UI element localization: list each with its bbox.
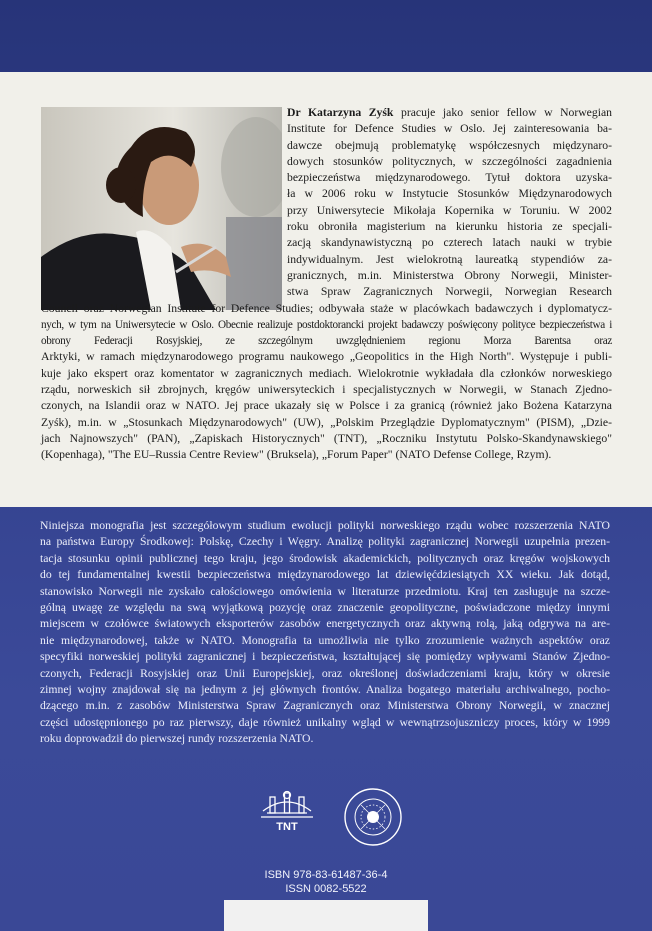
- bio-line: (Kopenhaga), "The EU–Russia Centre Review" (Bruksela), „Forum Paper" (NATO Defense College, Rzym).: [41, 448, 552, 462]
- bio-line: bezpieczeństwa międzynarodowego. Tytuł doktora uzyska-: [287, 171, 612, 185]
- bio-line: stwa Spraw Zagranicznych Norwegii, Norwegian Research: [287, 285, 612, 299]
- description-line: czonych, Federacji Rosyjskiej oraz Unii Europejskiej, oraz określonej doświadczeniami kraju, który w okresie: [40, 666, 610, 680]
- bio-line: ła w 2006 roku w Instytucie Stosunków Międzynarodowych: [287, 187, 612, 201]
- description-line: tacja stosunku opinii publicznej tego kraju, jego środowisk akademickich, politycznych oraz kręgów wojskowych: [40, 551, 610, 565]
- bio-line: dowych stosunków politycznych, w szczególności zagadnienia: [287, 154, 612, 168]
- barcode: [224, 900, 428, 931]
- bio-line: indywidualnym. Jest wielokrotną laureatką stypendiów za-: [287, 252, 612, 266]
- tnt-logo-text: TNT: [276, 821, 298, 833]
- bio-line: granicznych, m.in. Ministerstwa Obrony Norwegii, Minister-: [287, 268, 612, 282]
- bio-line: Arktyki, w ramach międzynarodowego programu naukowego „Geopolitics in the High North". Występuje i publi-: [41, 350, 612, 364]
- isbn-number: ISBN 978-83-61487-36-4: [264, 869, 388, 881]
- author-bio: [41, 105, 612, 464]
- description-line: do tej fundamentalnej kwestii bezpieczeństwa międzynarodowego lat dziewięćdziesiątych XX wieku. Jak dotąd,: [40, 568, 610, 582]
- bio-line: roku obroniła magisterium na kierunku historia ze specjali-: [287, 220, 612, 234]
- description-line: dzącego m.in. z zasobów Ministerstwa Spraw Zagranicznych oraz Ministerstwa Obrony Norwegii, w znacznej: [40, 699, 610, 713]
- bio-line: dawcze obejmują problematykę współczesnych międzynaro-: [287, 138, 612, 152]
- description-line: Niniejsza monografia jest szczegółowym studium ewolucji polityki norweskiego rządu wobec rozszerzenia NATO: [40, 519, 610, 532]
- bio-line: rządu, norweskich sił zbrojnych, kręgów uniwersyteckich i specjalistycznych w Norwegii, w Stanach Zjedno-: [41, 383, 612, 397]
- description-line: gólną uwagę ze względu na swą wyjątkową pozycję oraz znaczenie geopolityczne, poświadczone między innymi: [40, 601, 610, 615]
- description-line: części udostępnionego po raz pierwszy, daje również unikalny wgląd w wewnątrzsojuszniczy proces, który w 1999: [40, 715, 610, 729]
- description-line: nie międzynarodowej, także w NATO. Monografia ta umożliwia nie tylko zrozumienie ważnych aspektów oraz: [40, 633, 610, 647]
- umk-seal: [345, 789, 401, 845]
- bio-line: jach Najnowszych" (PAN), „Zapiskach Historycznych" (TNT), „Roczniku Instytutu Polsko-Skandynawskiego": [41, 431, 612, 445]
- book-description: [40, 518, 610, 748]
- bio-line: Council oraz Norwegian Institute for Defence Studies; odbywała staże w placówkach badawczych i dyplomatycz-: [41, 301, 612, 315]
- description-line: zimnej wojny znajdował się na jednym z jej głównych frontów. Analiza bogatego materiału archiwalnego, pocho-: [40, 683, 610, 697]
- description-line: miejscem w czołówce światowych eksporterów zasobów energetycznych oraz aktywną rolą, jaką odgrywa na are-: [40, 617, 610, 631]
- description-line: specyfiki norweskiej polityki zagranicznej i bezpieczeństwa, kształtującej się pomiędzy wpływami Stanów Zjedno-: [40, 650, 610, 664]
- bio-line: Zyśk), m.in. w „Stosunkach Międzynarodowych" (UW), „Polskim Przeglądzie Dyplomatycznym" (PISM), „Dzie-: [41, 415, 612, 429]
- description-line: na państwa Europy Środkowej: Polskę, Czechy i Węgry. Analizę polityki zagranicznej Norwegii uzupełnia prezen-: [40, 535, 610, 549]
- bio-line: czonych, na Islandii oraz w NATO. Jej prace ukazały się w Polsce i za granicą (również jako Bożena Katarzyna: [41, 399, 612, 413]
- bio-line: kuje jako ekspert oraz komentator w zagranicznych mediach. Wielokrotnie wykładała dla członków norweskiego: [41, 366, 612, 380]
- bio-first-line: Dr Katarzyna Zyśk pracuje jako senior fellow w Norwegian: [287, 106, 612, 119]
- author-name: Dr Katarzyna Zyśk: [287, 106, 394, 119]
- bio-line: nych, w tym na Uniwersytecie w Oslo. Obecnie realizuje postdoktorancki projekt badawczy poświęcony polityce bezpieczeństwa i obrony Federacji Rosyjskiej, ze szczególnym uwzględnieniem regionu Morza Barentsa oraz: [41, 318, 612, 348]
- publisher-logos: [255, 787, 415, 857]
- description-line: stanowisko Norwegii nie zyskało całościowego omówienia w literaturze przedmiotu. Kraj ten zasługuje na szcze-: [40, 584, 610, 598]
- issn-number: ISSN 0082-5522: [285, 883, 367, 895]
- bio-line: Institute for Defence Studies w Oslo. Jej zainteresowania ba-: [287, 122, 612, 136]
- tnt-logo: [261, 792, 313, 834]
- description-line: roku doprowadził do pierwszej rundy rozszerzenia NATO.: [40, 732, 314, 746]
- bio-line: zacją skandynawistyczną po czterech latach nauki w trybie: [287, 236, 612, 250]
- isbn-block: [0, 868, 652, 896]
- bio-line: przy Uniwersytecie Mikołaja Kopernika w Toruniu. W 2002: [287, 203, 612, 217]
